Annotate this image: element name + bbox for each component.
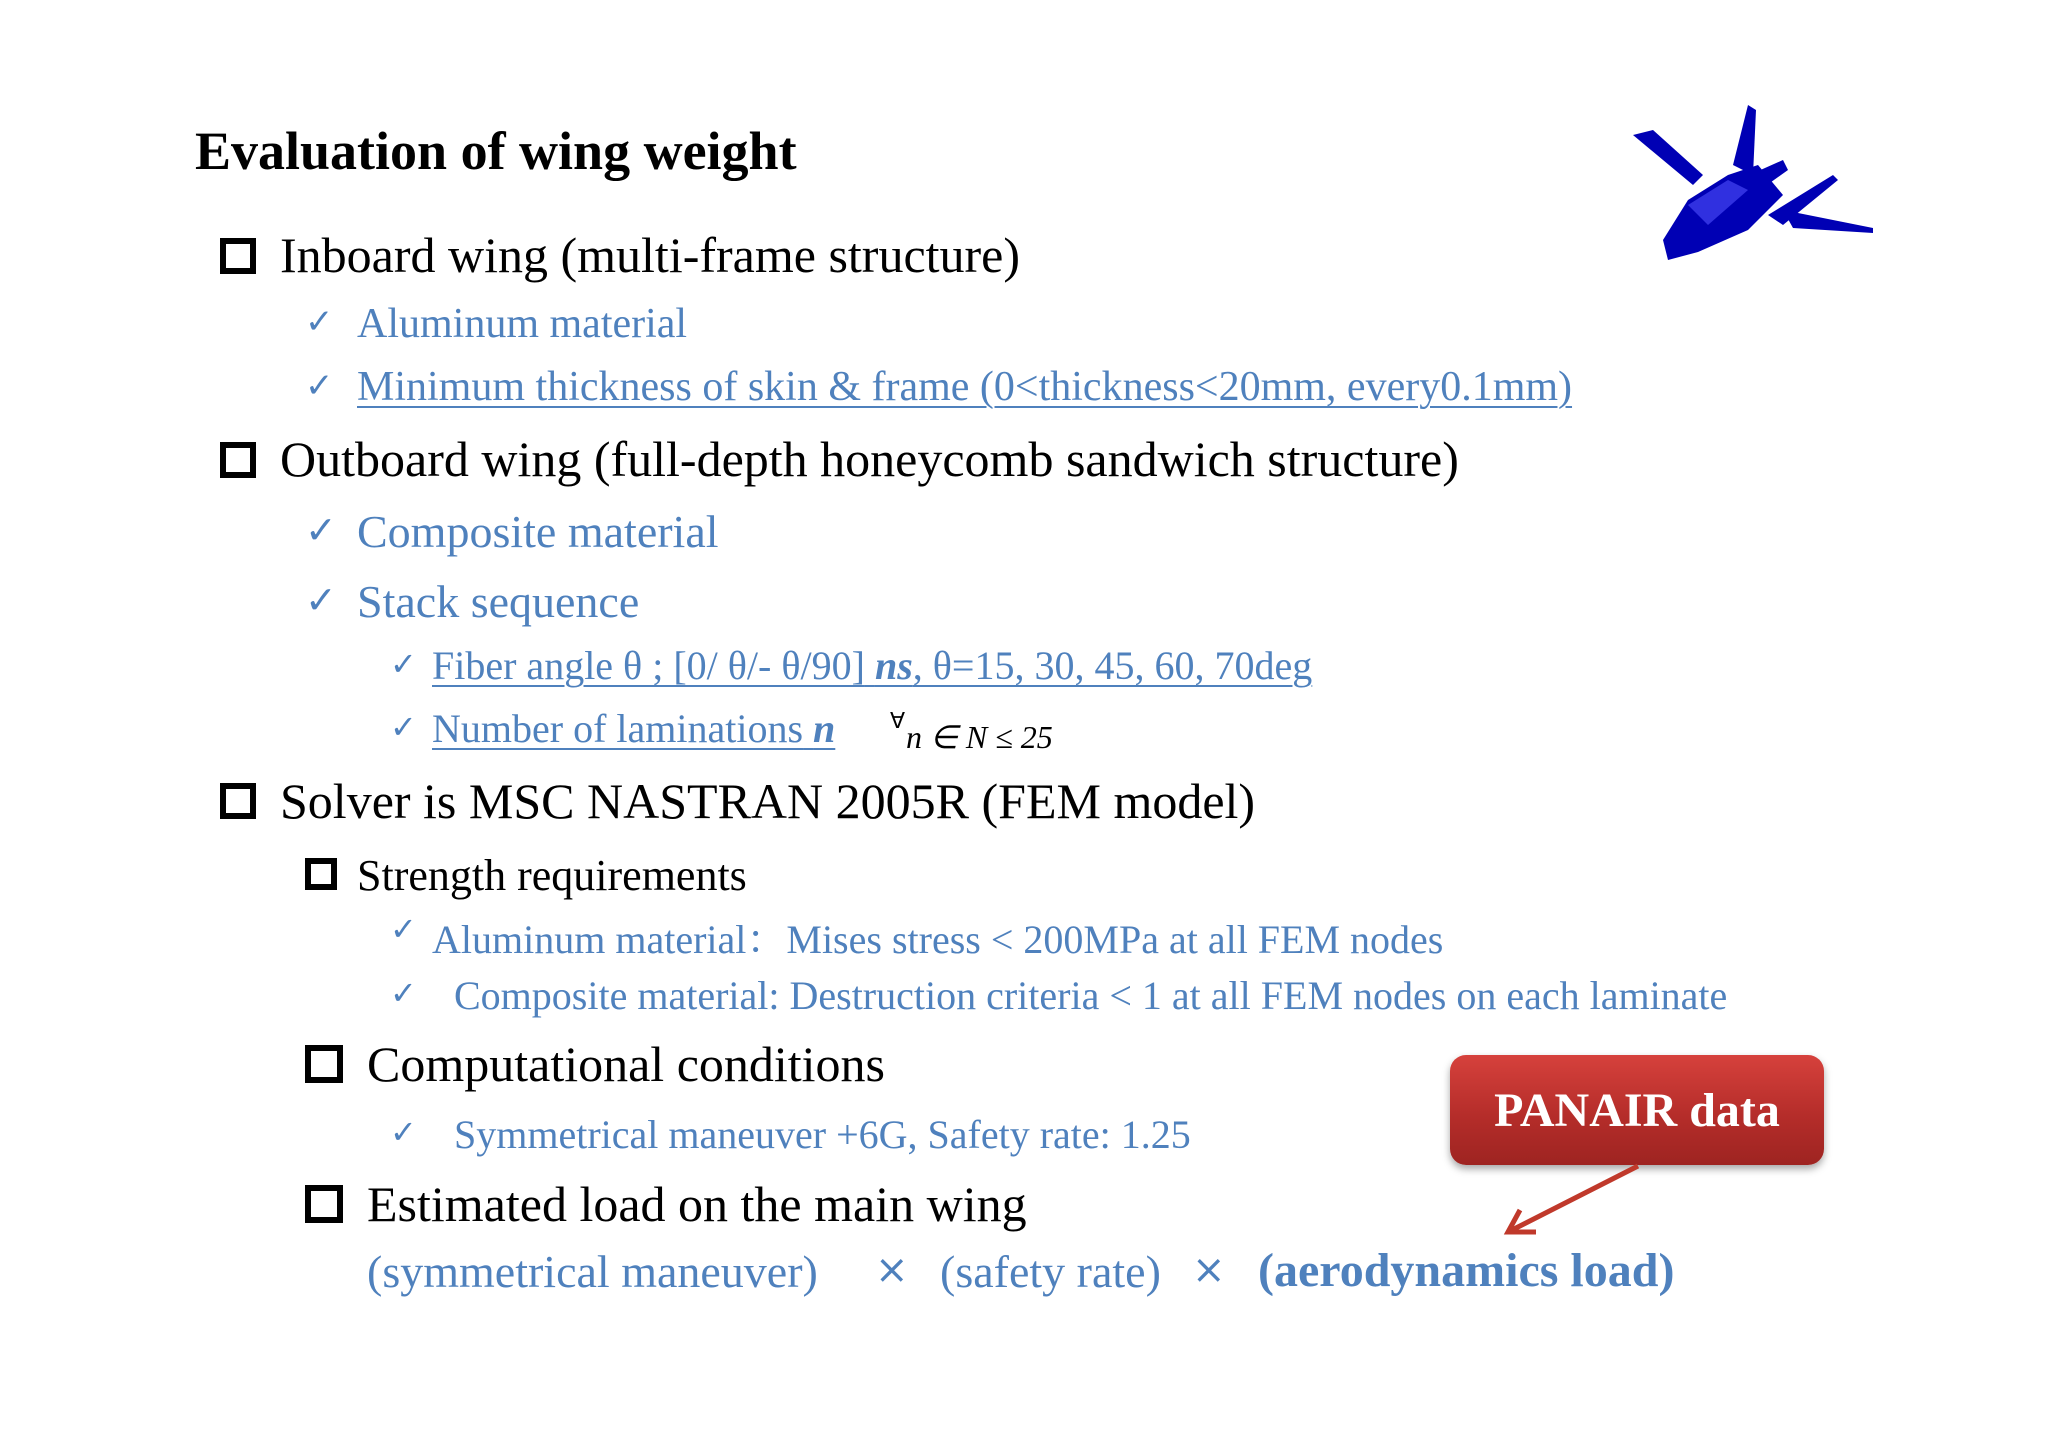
forall-symbol: ∀ [890, 708, 906, 733]
inboard-bullet-icon [220, 238, 256, 274]
check-icon: ✓ [390, 645, 417, 683]
solver-heading: Solver is MSC NASTRAN 2005R (FEM model) [280, 773, 1256, 829]
check-icon: ✓ [390, 708, 417, 746]
load-term-safety: (safety rate) [940, 1246, 1161, 1297]
load-term-maneuver: (symmetrical maneuver) [367, 1246, 818, 1297]
times-symbol: × [1192, 1247, 1226, 1293]
outboard-bullet-icon [220, 442, 256, 478]
times-symbol: × [875, 1247, 909, 1293]
outboard-item-stack: Stack sequence [357, 576, 640, 627]
aircraft-icon [1628, 100, 1878, 265]
outboard-heading: Outboard wing (full-depth honeycomb sandwich structure) [280, 431, 1459, 487]
strength-heading: Strength requirements [357, 851, 747, 900]
panair-callout: PANAIR data [1450, 1055, 1824, 1165]
inboard-heading: Inboard wing (multi-frame structure) [280, 227, 1021, 283]
check-icon: ✓ [305, 578, 337, 622]
strength-item-composite: Composite material: Destruction criteria < 1 at all FEM nodes on each laminate [454, 973, 1728, 1018]
solver-bullet-icon [220, 783, 256, 819]
stack-fiber-angle: Fiber angle θ ; [0/ θ/- θ/90] ns, θ=15, 30, 45, 60, 70deg [432, 643, 1313, 688]
conditions-item: Symmetrical maneuver +6G, Safety rate: 1.25 [454, 1112, 1191, 1157]
load-term-aerodynamics: (aerodynamics load) [1258, 1244, 1675, 1297]
conditions-heading: Computational conditions [367, 1036, 886, 1092]
lamination-condition: n ∈ N ≤ 25 [906, 719, 1053, 755]
check-icon: ✓ [390, 910, 417, 948]
conditions-bullet-icon [305, 1045, 343, 1083]
check-icon: ✓ [390, 1113, 417, 1151]
check-icon: ✓ [305, 508, 337, 552]
strength-item-aluminum: Aluminum material：Mises stress < 200MPa at all FEM nodes [432, 917, 1444, 962]
page-title: Evaluation of wing weight [195, 121, 797, 181]
outboard-item-material: Composite material [357, 506, 719, 557]
callout-arrow [1490, 1160, 1650, 1240]
inboard-item-material: Aluminum material [357, 301, 688, 347]
strength-bullet-icon [305, 858, 337, 890]
load-bullet-icon [305, 1185, 343, 1223]
stack-laminations: Number of laminations n [432, 706, 836, 751]
check-icon: ✓ [390, 974, 417, 1012]
load-heading: Estimated load on the main wing [367, 1176, 1027, 1232]
check-icon: ✓ [305, 302, 334, 342]
check-icon: ✓ [305, 366, 334, 406]
inboard-item-thickness: Minimum thickness of skin & frame (0<thickness<20mm, every0.1mm) [357, 364, 1573, 410]
